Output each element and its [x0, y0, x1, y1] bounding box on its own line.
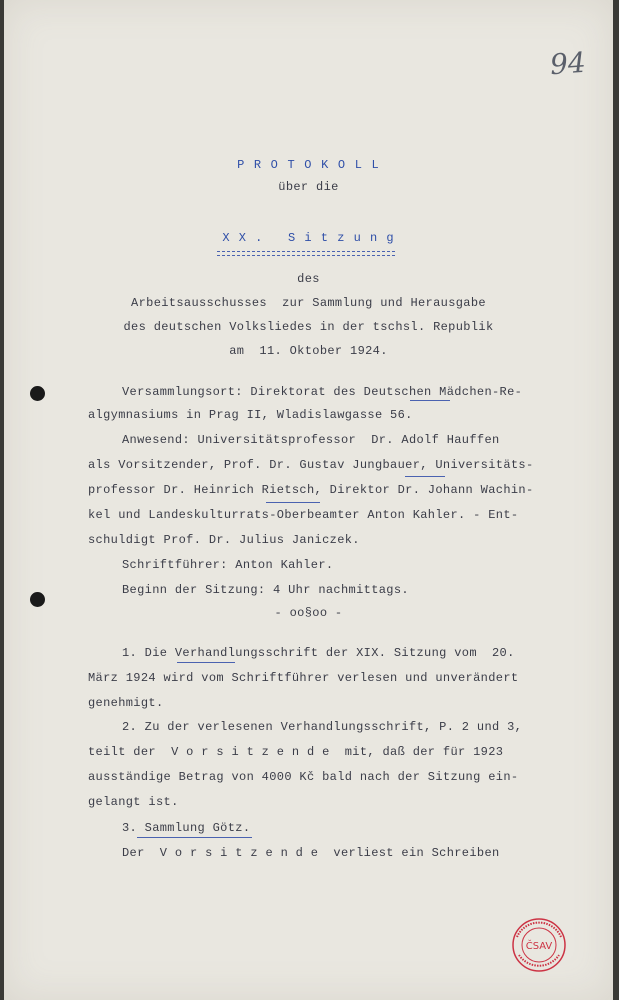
- pencil-underline: [410, 400, 450, 401]
- body-line: Beginn der Sitzung: 4 Uhr nachmittags.: [122, 583, 409, 597]
- document-title: P R O T O K O L L: [237, 158, 380, 172]
- body-line: 3. Sammlung Götz.: [122, 821, 251, 835]
- body-line: als Vorsitzender, Prof. Dr. Gustav Jungbauer, Universitäts-: [88, 458, 534, 472]
- body-line: genehmigt.: [88, 696, 164, 710]
- header-des: des: [297, 272, 320, 286]
- heading-underline-2: [217, 255, 395, 256]
- heading-underline: [217, 251, 395, 252]
- body-line: Der V o r s i t z e n d e verliest ein Schreiben: [122, 846, 500, 860]
- session-heading: X X . S i t z u n g: [222, 231, 395, 245]
- section-divider: - oo§oo -: [274, 606, 343, 620]
- body-line: Versammlungsort: Direktorat des Deutschen Mädchen-Re-: [122, 385, 523, 399]
- punch-hole: [30, 592, 45, 607]
- body-line: 1. Die Verhandlungsschrift der XIX. Sitzung vom 20.: [122, 646, 515, 660]
- body-line: März 1924 wird vom Schriftführer verlesen und unverändert: [88, 671, 519, 685]
- body-line: ausständige Betrag von 4000 Kč bald nach der Sitzung ein-: [88, 770, 519, 784]
- body-line: schuldigt Prof. Dr. Julius Janiczek.: [88, 533, 360, 547]
- document-page: [4, 0, 613, 1000]
- header-line-2: des deutschen Volksliedes in der tschsl. Republik: [123, 320, 494, 334]
- folio-number: 94: [548, 45, 587, 82]
- pencil-underline: [405, 476, 445, 477]
- body-line: 2. Zu der verlesenen Verhandlungsschrift, P. 2 und 3,: [122, 720, 523, 734]
- body-line: gelangt ist.: [88, 795, 179, 809]
- title-ueber-die: über die: [278, 180, 339, 194]
- pencil-underline: [177, 662, 235, 663]
- body-line: teilt der V o r s i t z e n d e mit, daß der für 1923: [88, 745, 504, 759]
- body-line: algymnasiums in Prag II, Wladislawgasse 56.: [88, 408, 413, 422]
- body-line: professor Dr. Heinrich Rietsch, Direktor Dr. Johann Wachin-: [88, 483, 534, 497]
- body-line: Schriftführer: Anton Kahler.: [122, 558, 334, 572]
- stamp-text: ČSAV: [525, 941, 553, 952]
- header-line-1: Arbeitsausschusses zur Sammlung und Herausgabe: [131, 296, 486, 310]
- body-line: Anwesend: Universitätsprofessor Dr. Adolf Hauffen: [122, 433, 500, 447]
- pencil-underline: [137, 837, 252, 838]
- body-line: kel und Landeskulturrats-Oberbeamter Anton Kahler. - Ent-: [88, 508, 519, 522]
- header-date: am 11. Oktober 1924.: [229, 344, 388, 358]
- pencil-underline: [266, 502, 320, 503]
- institution-stamp: [511, 917, 567, 973]
- punch-hole: [30, 386, 45, 401]
